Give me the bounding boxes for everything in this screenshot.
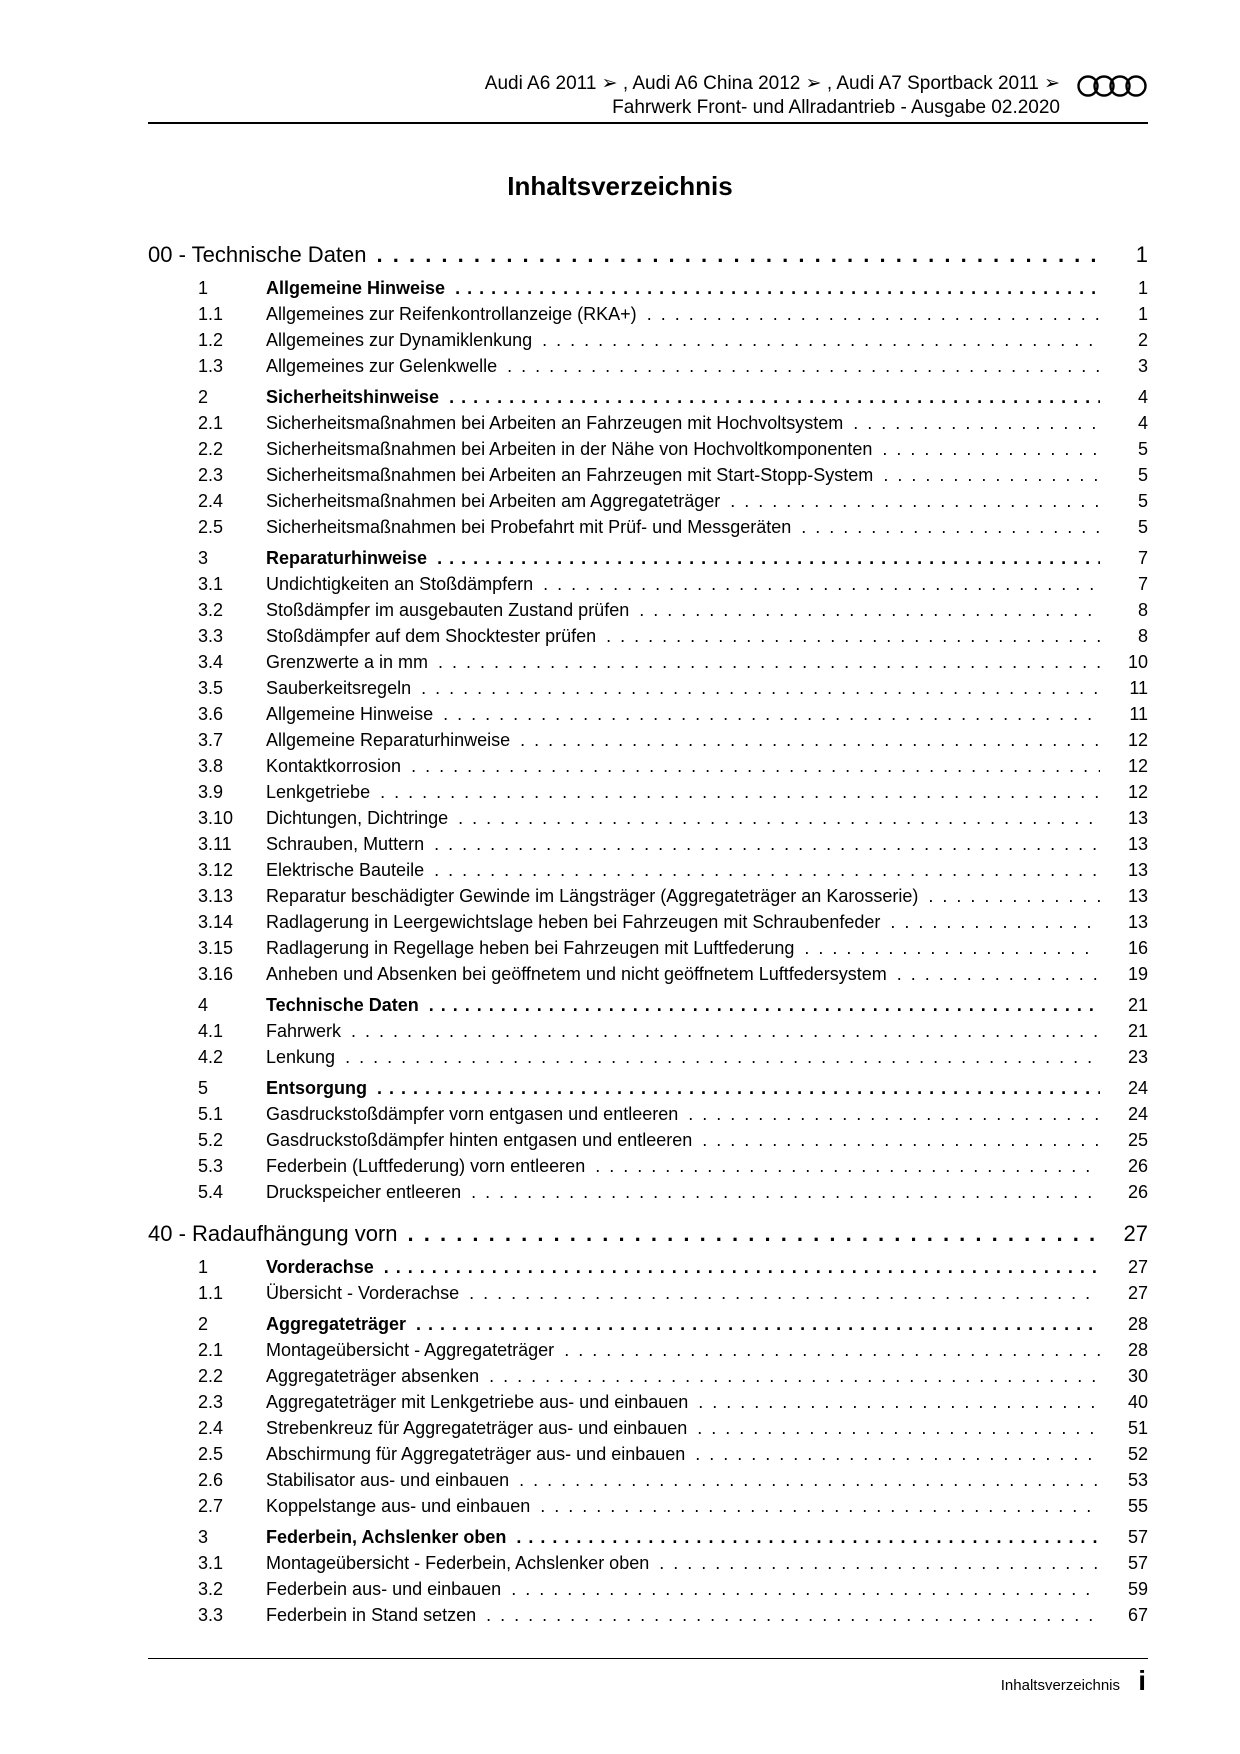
toc-entry-sub[interactable] xyxy=(198,488,1148,514)
toc-entry-title: Gasdruckstoßdämpfer vorn entgasen und entleeren xyxy=(266,1104,679,1124)
toc-entry-page: 2 xyxy=(1137,330,1148,350)
toc-entry-number: 1 xyxy=(198,278,209,298)
toc-entry-sub[interactable] xyxy=(198,301,1148,327)
toc-entry-section[interactable] xyxy=(198,545,1148,571)
toc-entry-sub[interactable] xyxy=(198,1153,1148,1179)
toc-entry-page: 23 xyxy=(1127,1047,1148,1067)
dot-leader xyxy=(882,436,1100,462)
toc-entry-title: Vorderachse xyxy=(266,1257,374,1277)
toc-entry-sub[interactable] xyxy=(198,1602,1148,1628)
toc-entry-number: 1.2 xyxy=(198,330,224,350)
toc-entry-sub[interactable] xyxy=(198,327,1148,353)
toc-entry-page: 24 xyxy=(1127,1078,1148,1098)
toc-entry-number: 3.5 xyxy=(198,678,224,698)
toc-entry-page: 26 xyxy=(1127,1182,1148,1202)
toc-entry-sub[interactable] xyxy=(198,831,1148,857)
dot-leader xyxy=(384,1254,1100,1280)
dot-leader xyxy=(639,597,1100,623)
toc-entry-number: 2.2 xyxy=(198,439,224,459)
toc-entry-title: Federbein, Achslenker oben xyxy=(266,1527,507,1547)
toc-entry-number: 1 xyxy=(198,1257,209,1277)
toc-entry-page: 55 xyxy=(1127,1496,1148,1516)
dot-leader xyxy=(507,353,1100,379)
toc-entry-title: Stoßdämpfer im ausgebauten Zustand prüfen xyxy=(266,600,630,620)
toc-entry-sub[interactable] xyxy=(198,675,1148,701)
toc-entry-section[interactable] xyxy=(198,384,1148,410)
toc-entry-page: 53 xyxy=(1127,1470,1148,1490)
toc-entry-page: 59 xyxy=(1127,1579,1148,1599)
dot-leader xyxy=(377,1075,1100,1101)
dot-leader xyxy=(416,1311,1100,1337)
toc-entry-title: Elektrische Bauteile xyxy=(266,860,425,880)
toc-entry-title: Sicherheitsmaßnahmen bei Arbeiten an Fahrzeugen mit Hochvoltsystem xyxy=(266,413,844,433)
toc-entry-title: Fahrwerk xyxy=(266,1021,342,1041)
toc-entry-sub[interactable] xyxy=(198,727,1148,753)
dot-leader xyxy=(351,1018,1100,1044)
toc-entry-title: Abschirmung für Aggregateträger aus- und einbauen xyxy=(266,1444,686,1464)
toc-entry-page: 57 xyxy=(1127,1553,1148,1573)
toc-entry-sub[interactable] xyxy=(198,935,1148,961)
dot-leader xyxy=(486,1602,1100,1628)
toc-entry-page: 13 xyxy=(1127,834,1148,854)
toc-entry-sub[interactable] xyxy=(198,597,1148,623)
toc-entry-title: Allgemeines zur Gelenkwelle xyxy=(266,356,498,376)
toc-entry-title: Montageübersicht - Aggregateträger xyxy=(266,1340,555,1360)
toc-entry-title: Radlagerung in Regellage heben bei Fahrzeugen mit Luftfederung xyxy=(266,938,795,958)
toc-entry-page: 4 xyxy=(1137,387,1148,407)
toc-entry-page: 13 xyxy=(1127,808,1148,828)
toc-entry-number: 3.2 xyxy=(198,600,224,620)
toc-entry-sub[interactable] xyxy=(198,623,1148,649)
toc-entry-page: 5 xyxy=(1137,439,1148,459)
table-of-contents xyxy=(148,240,1148,1628)
footer-page-number: i xyxy=(1138,1665,1146,1696)
toc-entry-title: Reparatur beschädigter Gewinde im Längsträger (Aggregateträger an Karosserie) xyxy=(266,886,919,906)
toc-entry-number: 5.1 xyxy=(198,1104,224,1124)
toc-entry-number: 4 xyxy=(198,995,209,1015)
dot-leader xyxy=(543,571,1100,597)
toc-entry-page: 1 xyxy=(1135,242,1148,267)
toc-entry-title: Allgemeines zur Dynamiklenkung xyxy=(266,330,533,350)
toc-entry-number: 3.15 xyxy=(198,938,234,958)
toc-entry-number: 3.1 xyxy=(198,574,224,594)
toc-entry-number: 3.6 xyxy=(198,704,224,724)
toc-entry-number: 2.5 xyxy=(198,517,224,537)
toc-entry-page: 1 xyxy=(1137,304,1148,324)
four-rings-logo-icon xyxy=(1076,74,1148,98)
toc-entry-page: 12 xyxy=(1127,730,1148,750)
toc-entry-number: 3 xyxy=(198,1527,209,1547)
toc-entry-sub[interactable] xyxy=(198,857,1148,883)
toc-entry-number: 3.10 xyxy=(198,808,234,828)
dot-leader xyxy=(434,831,1100,857)
dot-leader xyxy=(438,649,1100,675)
dot-leader xyxy=(659,1550,1100,1576)
dot-leader xyxy=(437,545,1100,571)
footer-divider xyxy=(148,1658,1148,1659)
dot-leader xyxy=(380,779,1100,805)
toc-entry-title: Sicherheitsmaßnahmen bei Arbeiten in der Nähe von Hochvoltkomponenten xyxy=(266,439,873,459)
toc-entry-number: 5.2 xyxy=(198,1130,224,1150)
footer-label: Inhaltsverzeichnis xyxy=(1000,1677,1120,1694)
toc-entry-title: Sauberkeitsregeln xyxy=(266,678,412,698)
toc-entry-page: 7 xyxy=(1137,548,1148,568)
toc-entry-title: Lenkgetriebe xyxy=(266,782,371,802)
dot-leader xyxy=(516,1524,1100,1550)
toc-entry-sub[interactable] xyxy=(198,1415,1148,1441)
dot-leader xyxy=(801,514,1100,540)
toc-entry-sub[interactable] xyxy=(198,1467,1148,1493)
toc-entry-title: Federbein aus- und einbauen xyxy=(266,1579,502,1599)
toc-entry-title: 00 - Technische Daten xyxy=(148,242,367,267)
dot-leader xyxy=(455,275,1100,301)
toc-entry-page: 13 xyxy=(1127,912,1148,932)
toc-entry-title: Dichtungen, Dichtringe xyxy=(266,808,449,828)
toc-entry-sub[interactable] xyxy=(198,649,1148,675)
toc-entry-section[interactable] xyxy=(198,1254,1148,1280)
toc-entry-page: 11 xyxy=(1129,678,1148,698)
dot-leader xyxy=(469,1280,1100,1306)
toc-entry-section[interactable] xyxy=(198,1075,1148,1101)
toc-entry-sub[interactable] xyxy=(198,1550,1148,1576)
toc-entry-page: 21 xyxy=(1127,1021,1148,1041)
toc-entry-title: Sicherheitsmaßnahmen bei Arbeiten am Aggregateträger xyxy=(266,491,721,511)
toc-entry-number: 4.2 xyxy=(198,1047,224,1067)
dot-leader xyxy=(540,1493,1100,1519)
toc-entry-number: 5.3 xyxy=(198,1156,224,1176)
toc-entry-page: 19 xyxy=(1127,964,1148,984)
dot-leader xyxy=(519,1467,1100,1493)
toc-entry-number: 2.7 xyxy=(198,1496,224,1516)
toc-entry-sub[interactable] xyxy=(198,701,1148,727)
toc-entry-sub[interactable] xyxy=(198,883,1148,909)
toc-entry-title: Stabilisator aus- und einbauen xyxy=(266,1470,510,1490)
dot-leader xyxy=(434,857,1100,883)
toc-entry-page: 5 xyxy=(1137,517,1148,537)
toc-entry-page: 3 xyxy=(1137,356,1148,376)
toc-entry-title: Lenkung xyxy=(266,1047,336,1067)
toc-entry-page: 13 xyxy=(1127,886,1148,906)
toc-entry-title: Sicherheitsmaßnahmen bei Arbeiten an Fahrzeugen mit Start-Stopp-System xyxy=(266,465,874,485)
toc-entry-page: 5 xyxy=(1137,465,1148,485)
dot-leader xyxy=(890,909,1100,935)
dot-leader xyxy=(411,753,1100,779)
toc-entry-title: Radlagerung in Leergewichtslage heben bei Fahrzeugen mit Schraubenfeder xyxy=(266,912,881,932)
dot-leader xyxy=(897,961,1100,987)
dot-leader xyxy=(345,1044,1100,1070)
toc-entry-title: Entsorgung xyxy=(266,1078,367,1098)
dot-leader xyxy=(471,1179,1100,1205)
toc-entry-sub[interactable] xyxy=(198,1493,1148,1519)
header-subtitle: Fahrwerk Front- und Allradantrieb - Ausgabe 02.2020 xyxy=(612,97,1060,118)
dot-leader xyxy=(489,1363,1100,1389)
dot-leader xyxy=(408,1219,1100,1249)
dot-leader xyxy=(804,935,1100,961)
toc-entry-number: 1.3 xyxy=(198,356,224,376)
dot-leader xyxy=(928,883,1100,909)
dot-leader xyxy=(429,992,1100,1018)
toc-entry-page: 51 xyxy=(1127,1418,1148,1438)
toc-entry-page: 16 xyxy=(1127,938,1148,958)
toc-entry-page: 5 xyxy=(1137,491,1148,511)
toc-entry-title: Allgemeine Hinweise xyxy=(266,704,434,724)
toc-entry-sub[interactable] xyxy=(198,909,1148,935)
toc-entry-sub[interactable] xyxy=(198,1101,1148,1127)
toc-entry-title: Kontaktkorrosion xyxy=(266,756,402,776)
toc-entry-title: Stoßdämpfer auf dem Shocktester prüfen xyxy=(266,626,597,646)
dot-leader xyxy=(730,488,1100,514)
toc-entry-page: 1 xyxy=(1137,278,1148,298)
toc-entry-page: 27 xyxy=(1123,1221,1148,1246)
toc-entry-page: 27 xyxy=(1127,1283,1148,1303)
toc-entry-sub[interactable] xyxy=(198,1337,1148,1363)
toc-entry-title: Druckspeicher entleeren xyxy=(266,1182,462,1202)
toc-entry-page: 8 xyxy=(1137,600,1148,620)
toc-entry-sub[interactable] xyxy=(198,961,1148,987)
toc-entry-page: 11 xyxy=(1129,704,1148,724)
dot-leader xyxy=(702,1127,1100,1153)
toc-entry-page: 10 xyxy=(1127,652,1148,672)
dot-leader xyxy=(695,1441,1100,1467)
toc-entry-number: 2.4 xyxy=(198,491,224,511)
toc-entry-page: 52 xyxy=(1127,1444,1148,1464)
toc-entry-number: 5.4 xyxy=(198,1182,224,1202)
toc-entry-chapter[interactable] xyxy=(148,1219,1148,1249)
dot-leader xyxy=(698,1389,1100,1415)
toc-entry-sub[interactable] xyxy=(198,805,1148,831)
toc-entry-sub[interactable] xyxy=(198,514,1148,540)
dot-leader xyxy=(697,1415,1100,1441)
toc-entry-number: 3.4 xyxy=(198,652,224,672)
toc-entry-page: 40 xyxy=(1127,1392,1148,1412)
toc-entry-page: 8 xyxy=(1137,626,1148,646)
toc-entry-chapter[interactable] xyxy=(148,240,1148,270)
toc-entry-number: 5 xyxy=(198,1078,209,1098)
dot-leader xyxy=(595,1153,1100,1179)
toc-entry-title: Sicherheitsmaßnahmen bei Probefahrt mit Prüf- und Messgeräten xyxy=(266,517,792,537)
toc-entry-number: 3.3 xyxy=(198,626,224,646)
toc-entry-title: Reparaturhinweise xyxy=(266,548,428,568)
toc-entry-number: 3.13 xyxy=(198,886,234,906)
dot-leader xyxy=(564,1337,1100,1363)
toc-entry-section[interactable] xyxy=(198,1311,1148,1337)
toc-entry-number: 2.1 xyxy=(198,1340,224,1360)
dot-leader xyxy=(542,327,1100,353)
toc-entry-title: Anheben und Absenken bei geöffnetem und nicht geöffnetem Luftfedersystem xyxy=(266,964,887,984)
toc-entry-sub[interactable] xyxy=(198,410,1148,436)
toc-entry-number: 2.2 xyxy=(198,1366,224,1386)
dot-leader xyxy=(443,701,1100,727)
toc-entry-number: 2.4 xyxy=(198,1418,224,1438)
toc-entry-title: Montageübersicht - Federbein, Achslenker oben xyxy=(266,1553,650,1573)
toc-entry-sub[interactable] xyxy=(198,1441,1148,1467)
toc-entry-number: 3.12 xyxy=(198,860,234,880)
toc-entry-title: Gasdruckstoßdämpfer hinten entgasen und entleeren xyxy=(266,1130,693,1150)
toc-entry-section[interactable] xyxy=(198,1524,1148,1550)
toc-entry-number: 3.8 xyxy=(198,756,224,776)
header-divider xyxy=(148,122,1148,124)
dot-leader xyxy=(520,727,1100,753)
toc-entry-title: Aggregateträger xyxy=(266,1314,407,1334)
toc-entry-title: Allgemeines zur Reifenkontrollanzeige (RKA+) xyxy=(266,304,637,324)
toc-entry-sub[interactable] xyxy=(198,1127,1148,1153)
toc-entry-page: 13 xyxy=(1127,860,1148,880)
toc-entry-title: Übersicht - Vorderachse xyxy=(266,1283,460,1303)
toc-entry-section[interactable] xyxy=(198,275,1148,301)
toc-entry-page: 67 xyxy=(1127,1605,1148,1625)
toc-entry-number: 3.2 xyxy=(198,1579,224,1599)
toc-entry-sub[interactable] xyxy=(198,1044,1148,1070)
toc-entry-sub[interactable] xyxy=(198,353,1148,379)
toc-entry-title: Koppelstange aus- und einbauen xyxy=(266,1496,531,1516)
toc-entry-number: 2.5 xyxy=(198,1444,224,1464)
toc-entry-title: Undichtigkeiten an Stoßdämpfern xyxy=(266,574,534,594)
toc-entry-title: Federbein in Stand setzen xyxy=(266,1605,477,1625)
toc-entry-number: 3.11 xyxy=(198,834,232,854)
dot-leader xyxy=(853,410,1100,436)
toc-entry-sub[interactable] xyxy=(198,1179,1148,1205)
toc-entry-number: 3.1 xyxy=(198,1553,224,1573)
toc-entry-number: 2.3 xyxy=(198,1392,224,1412)
toc-entry-title: Aggregateträger mit Lenkgetriebe aus- und einbauen xyxy=(266,1392,689,1412)
toc-entry-page: 25 xyxy=(1127,1130,1148,1150)
toc-entry-title: Sicherheitshinweise xyxy=(266,387,440,407)
toc-entry-title: Allgemeine Reparaturhinweise xyxy=(266,730,511,750)
toc-entry-sub[interactable] xyxy=(198,571,1148,597)
toc-entry-sub[interactable] xyxy=(198,1018,1148,1044)
toc-entry-section[interactable] xyxy=(198,992,1148,1018)
dot-leader xyxy=(883,462,1100,488)
toc-entry-sub[interactable] xyxy=(198,753,1148,779)
toc-entry-number: 3.3 xyxy=(198,1605,224,1625)
toc-entry-number: 2 xyxy=(198,1314,209,1334)
toc-entry-page: 12 xyxy=(1127,756,1148,776)
toc-entry-page: 57 xyxy=(1127,1527,1148,1547)
toc-entry-number: 4.1 xyxy=(198,1021,224,1041)
toc-entry-page: 12 xyxy=(1127,782,1148,802)
toc-entry-page: 28 xyxy=(1127,1340,1148,1360)
toc-entry-sub[interactable] xyxy=(198,1576,1148,1602)
toc-entry-page: 7 xyxy=(1137,574,1148,594)
toc-entry-title: Grenzwerte a in mm xyxy=(266,652,429,672)
toc-entry-number: 3 xyxy=(198,548,209,568)
toc-entry-page: 4 xyxy=(1137,413,1148,433)
toc-entry-number: 2 xyxy=(198,387,209,407)
toc-entry-page: 26 xyxy=(1127,1156,1148,1176)
toc-entry-page: 27 xyxy=(1127,1257,1148,1277)
header-models: Audi A6 2011 ➢ , Audi A6 China 2012 ➢ , Audi A7 Sportback 2011 ➢ xyxy=(484,73,1060,94)
page-title: Inhaltsverzeichnis xyxy=(507,171,733,201)
toc-entry-sub[interactable] xyxy=(198,779,1148,805)
toc-entry-title: Federbein (Luftfederung) vorn entleeren xyxy=(266,1156,586,1176)
dot-leader xyxy=(377,240,1100,270)
toc-entry-page: 28 xyxy=(1127,1314,1148,1334)
dot-leader xyxy=(449,384,1100,410)
toc-entry-title: Aggregateträger absenken xyxy=(266,1366,480,1386)
toc-entry-title: 40 - Radaufhängung vorn xyxy=(148,1221,398,1246)
dot-leader xyxy=(458,805,1100,831)
dot-leader xyxy=(421,675,1100,701)
toc-entry-page: 24 xyxy=(1127,1104,1148,1124)
toc-entry-title: Allgemeine Hinweise xyxy=(266,278,446,298)
toc-entry-number: 3.9 xyxy=(198,782,224,802)
toc-entry-page: 30 xyxy=(1127,1366,1148,1386)
toc-entry-number: 1.1 xyxy=(198,304,224,324)
toc-entry-number: 3.7 xyxy=(198,730,224,750)
toc-entry-title: Strebenkreuz für Aggregateträger aus- und einbauen xyxy=(266,1418,688,1438)
toc-entry-number: 3.14 xyxy=(198,912,234,932)
toc-entry-sub[interactable] xyxy=(198,1363,1148,1389)
toc-entry-number: 3.16 xyxy=(198,964,234,984)
dot-leader xyxy=(511,1576,1100,1602)
toc-entry-title: Schrauben, Muttern xyxy=(266,834,425,854)
toc-entry-number: 2.1 xyxy=(198,413,224,433)
toc-entry-title: Technische Daten xyxy=(266,995,419,1015)
dot-leader xyxy=(688,1101,1100,1127)
dot-leader xyxy=(606,623,1100,649)
toc-entry-sub[interactable] xyxy=(198,462,1148,488)
toc-entry-number: 2.6 xyxy=(198,1470,224,1490)
toc-entry-sub[interactable] xyxy=(198,1280,1148,1306)
toc-entry-sub[interactable] xyxy=(198,436,1148,462)
toc-entry-sub[interactable] xyxy=(198,1389,1148,1415)
toc-entry-number: 1.1 xyxy=(198,1283,224,1303)
toc-entry-number: 2.3 xyxy=(198,465,224,485)
toc-entry-page: 21 xyxy=(1127,995,1148,1015)
dot-leader xyxy=(647,301,1100,327)
